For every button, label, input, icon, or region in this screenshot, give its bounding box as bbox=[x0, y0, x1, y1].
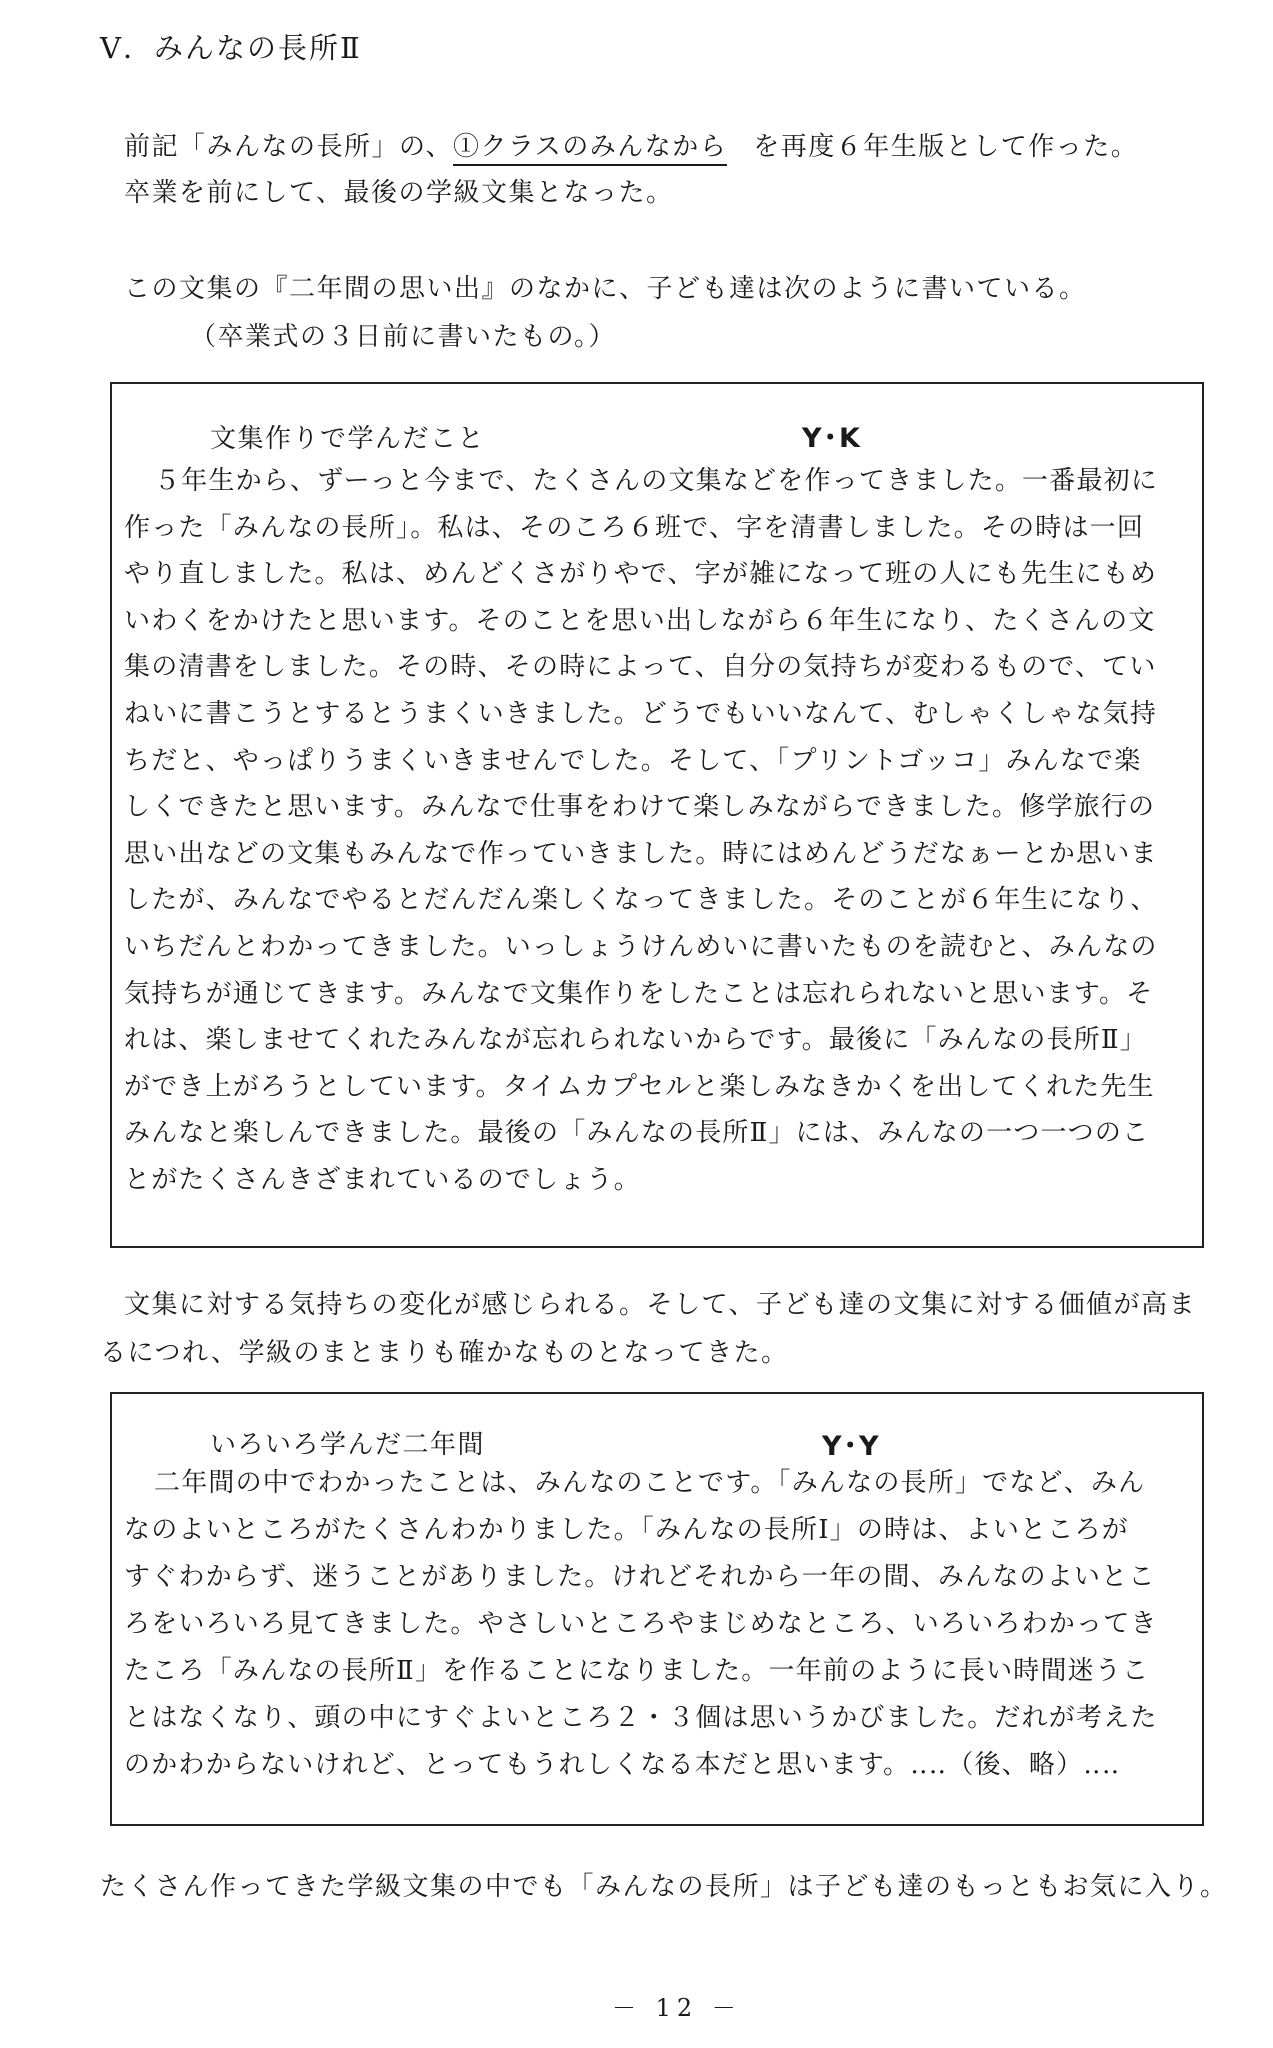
essay1-line: 気持ちが通じてきます。みんなで文集作りをしたことは忘れられないと思います。そ bbox=[124, 978, 1154, 1009]
essay1-line: 思い出などの文集もみんなで作っていきました。時にはめんどうだなぁーとか思いま bbox=[124, 838, 1158, 869]
essay1-line: 集の清書をしました。その時、その時によって、自分の気持ちが変わるもので、てい bbox=[124, 652, 1157, 683]
essay2-line: すぐわからず、迷うことがありました。けれどそれから一年の間、みんなのよいとこ bbox=[124, 1562, 1156, 1592]
essay2-line: とはなくなり、頭の中にすぐよいところ２・３個は思いうかびました。だれが考えた bbox=[124, 1703, 1158, 1733]
essay1-line: みんなと楽しんできました。最後の「みんなの長所Ⅱ」には、みんなの一つ一つのこ bbox=[124, 1118, 1150, 1149]
intro-underlined-phrase: ①クラスのみんなから bbox=[453, 132, 727, 166]
essay1-line: とがたくさんきざまれているのでしょう。 bbox=[124, 1165, 641, 1195]
intro-text-after: を再度６年生版として作った。 bbox=[753, 132, 1139, 162]
essay1-line: れは、楽しませてくれたみんなが忘れられないからです。最後に「みんなの長所Ⅱ」 bbox=[124, 1025, 1147, 1056]
essay2-line: 二年間の中でわかったことは、みんなのことです。「みんなの長所」でなど、みん bbox=[154, 1468, 1146, 1498]
essay1-line: いわくをかけたと思います。そのことを思い出しながら６年生になり、たくさんの文 bbox=[124, 605, 1156, 636]
intro-text-before: 前記「みんなの長所」の、 bbox=[124, 132, 453, 162]
context-line-2: （卒業式の３日前に書いたもの。） bbox=[190, 322, 616, 352]
essay2-line: ろをいろいろ見てきました。やさしいところやまじめなところ、いろいろわかってき bbox=[124, 1609, 1158, 1639]
essay2-line: のかわからないけれど、とってもうれしくなる本だと思います。‥‥（後、略）‥‥ bbox=[124, 1750, 1121, 1780]
section-heading: Ⅴ．みんなの長所Ⅱ bbox=[100, 31, 362, 65]
essay-1-title: 文集作りで学んだこと bbox=[210, 424, 486, 454]
middle-line-1: 文集に対する気持ちの変化が感じられる。そして、子ども達の文集に対する価値が高ま bbox=[124, 1290, 1196, 1320]
intro-line-2: 卒業を前にして、最後の学級文集となった。 bbox=[124, 178, 674, 208]
essay1-line: したが、みんなでやるとだんだん楽しくなってきました。そのことが６年生になり、 bbox=[124, 885, 1158, 916]
essay1-line: ちだと、やっぱりうまくいきませんでした。そして、「プリントゴッコ」みんなで楽 bbox=[124, 745, 1142, 776]
essay1-line: いちだんとわかってきました。いっしょうけんめいに書いたものを読むと、みんなの bbox=[124, 932, 1158, 962]
essay2-line: たころ「みんなの長所Ⅱ」を作ることになりました。一年前のように長い時間迷うこ bbox=[124, 1656, 1150, 1686]
closing-line: たくさん作ってきた学級文集の中でも「みんなの長所」は子ども達のもっともお気に入り。 bbox=[100, 1872, 1228, 1902]
essay-1-author: Y･K bbox=[802, 423, 862, 454]
essay1-line: しくできたと思います。みんなで仕事をわけて楽しみながらできました。修学旅行の bbox=[124, 792, 1156, 823]
page-number: － 12 － bbox=[612, 1994, 742, 2022]
essay1-line: 作った「みんなの長所」。私は、そのころ６班で、字を清書しました。その時は一回 bbox=[124, 512, 1145, 543]
essay1-line: ５年生から、ずーっと今まで、たくさんの文集などを作ってきました。一番最初に bbox=[154, 466, 1159, 496]
essay1-line: やり直しました。私は、めんどくさがりやで、字が雑になって班の人にも先生にもめ bbox=[124, 559, 1158, 590]
intro-line-1 bbox=[124, 126, 1138, 163]
middle-line-2: るにつれ、学級のまとまりも確かなものとなってきた。 bbox=[100, 1338, 789, 1368]
context-line-1: この文集の『二年間の思い出』のなかに、子ども達は次のように書いている。 bbox=[124, 274, 1087, 304]
essay-2-author: Y･Y bbox=[822, 1431, 881, 1462]
essay2-line: なのよいところがたくさんわかりました。「みんなの長所Ⅰ」の時は、よいところが bbox=[124, 1515, 1129, 1545]
essay1-line: ねいに書こうとするとうまくいきました。どうでもいいなんて、むしゃくしゃな気持 bbox=[124, 699, 1158, 729]
essay-2-title: いろいろ学んだ二年間 bbox=[210, 1430, 486, 1460]
essay1-line: ができ上がろうとしています。タイムカプセルと楽しみなきかくを出してくれた先生 bbox=[124, 1071, 1155, 1102]
